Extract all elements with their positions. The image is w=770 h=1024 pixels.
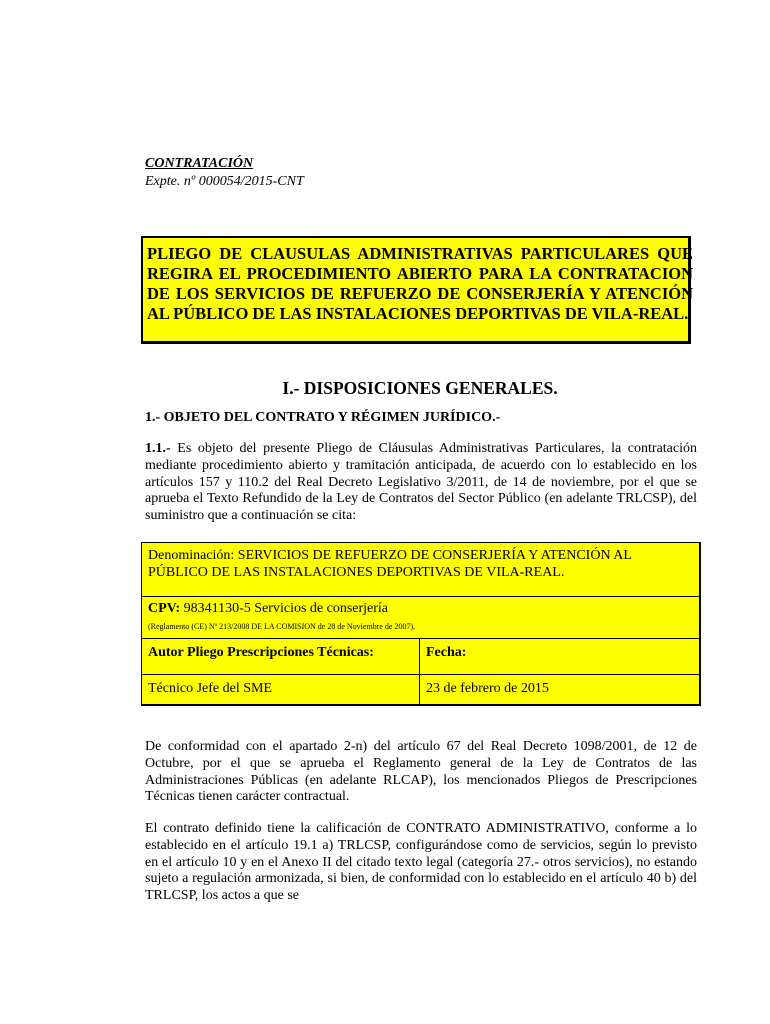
- file-number: Expte. nº 000054/2015-CNT: [145, 174, 304, 189]
- document-header: [145, 155, 304, 191]
- paragraph-calificacion: El contrato definido tiene la calificación de CONTRATO ADMINISTRATIVO, conforme a lo establecido en el artículo 19.1 a) TRLCSP, configurándose como de servicios, según lo previsto en el artículo 10 y en el Anexo II del citado texto legal (categoría 27.- otros servicios), no estando sujeto a regulación armonizada, si bien, de conformidad con lo establecido en el artículo 40 b) del TRLCSP, los actos a que se: [145, 821, 697, 904]
- autor-label: Autor Pliego Prescripciones Técnicas:: [142, 639, 420, 674]
- contract-info-table: [141, 542, 701, 706]
- fecha-label: Fecha:: [426, 645, 467, 660]
- clause-text: Es objeto del presente Pliego de Cláusulas Administrativas Particulares, la contratación mediante procedimiento abierto y tramitación anticipada, de acuerdo con lo establecido en los artículos 157 y 110.2 del Real Decreto Legislativo 3/2011, de 14 de noviembre, por el que se aprueba el Texto Refundido de la Ley de Contratos del Sector Público (en adelante TRLCSP), del suministro que a continuación se cita:: [145, 441, 697, 524]
- paragraph-conformidad: De conformidad con el apartado 2-n) del artículo 67 del Real Decreto 1098/2001, de 12 de Octubre, por el que se aprueba el Reglamento general de la Ley de Contratos de las Administraciones Públicas (en adelante RLCAP), los mencionados Pliegos de Prescripciones Técnicas tienen carácter contractual.: [145, 739, 697, 805]
- subsection-heading: 1.- OBJETO DEL CONTRATO Y RÉGIMEN JURÍDICO.-: [145, 410, 501, 425]
- fecha-value: 23 de febrero de 2015: [426, 681, 549, 696]
- clause-number: 1.1.-: [145, 441, 171, 456]
- department-label: CONTRATACIÓN: [145, 156, 254, 171]
- section-heading: I.- DISPOSICIONES GENERALES.: [282, 378, 558, 398]
- denominacion-text: Denominación: SERVICIOS DE REFUERZO DE CONSERJERÍA Y ATENCIÓN AL PÚBLICO DE LAS INSTALACIONES DEPORTIVAS DE VILA-REAL.: [148, 548, 632, 580]
- document-title: PLIEGO DE CLAUSULAS ADMINISTRATIVAS PARTICULARES QUE REGIRA EL PROCEDIMIENTO ABIERTO PARA LA CONTRATACION DE LOS SERVICIOS DE REFUERZO DE CONSERJERÍA Y ATENCIÓN AL PÚBLICO DE LAS INSTALACIONES DEPORTIVAS DE VILA-REAL.: [147, 244, 693, 323]
- header-row: [142, 639, 699, 675]
- reglamento-note: (Reglamento (CE) Nº 213/2008 DE LA COMISION de 28 de Noviembre de 2007).: [148, 622, 416, 631]
- cpv-row: [142, 597, 699, 639]
- cpv-value: 98341130-5 Servicios de conserjería: [180, 601, 389, 616]
- autor-value: Técnico Jefe del SME: [142, 675, 420, 705]
- value-row: [142, 675, 699, 705]
- paragraph-objeto: [145, 441, 697, 525]
- title-box: [141, 236, 691, 344]
- cpv-label: CPV:: [148, 601, 181, 616]
- denominacion-row: [142, 543, 699, 597]
